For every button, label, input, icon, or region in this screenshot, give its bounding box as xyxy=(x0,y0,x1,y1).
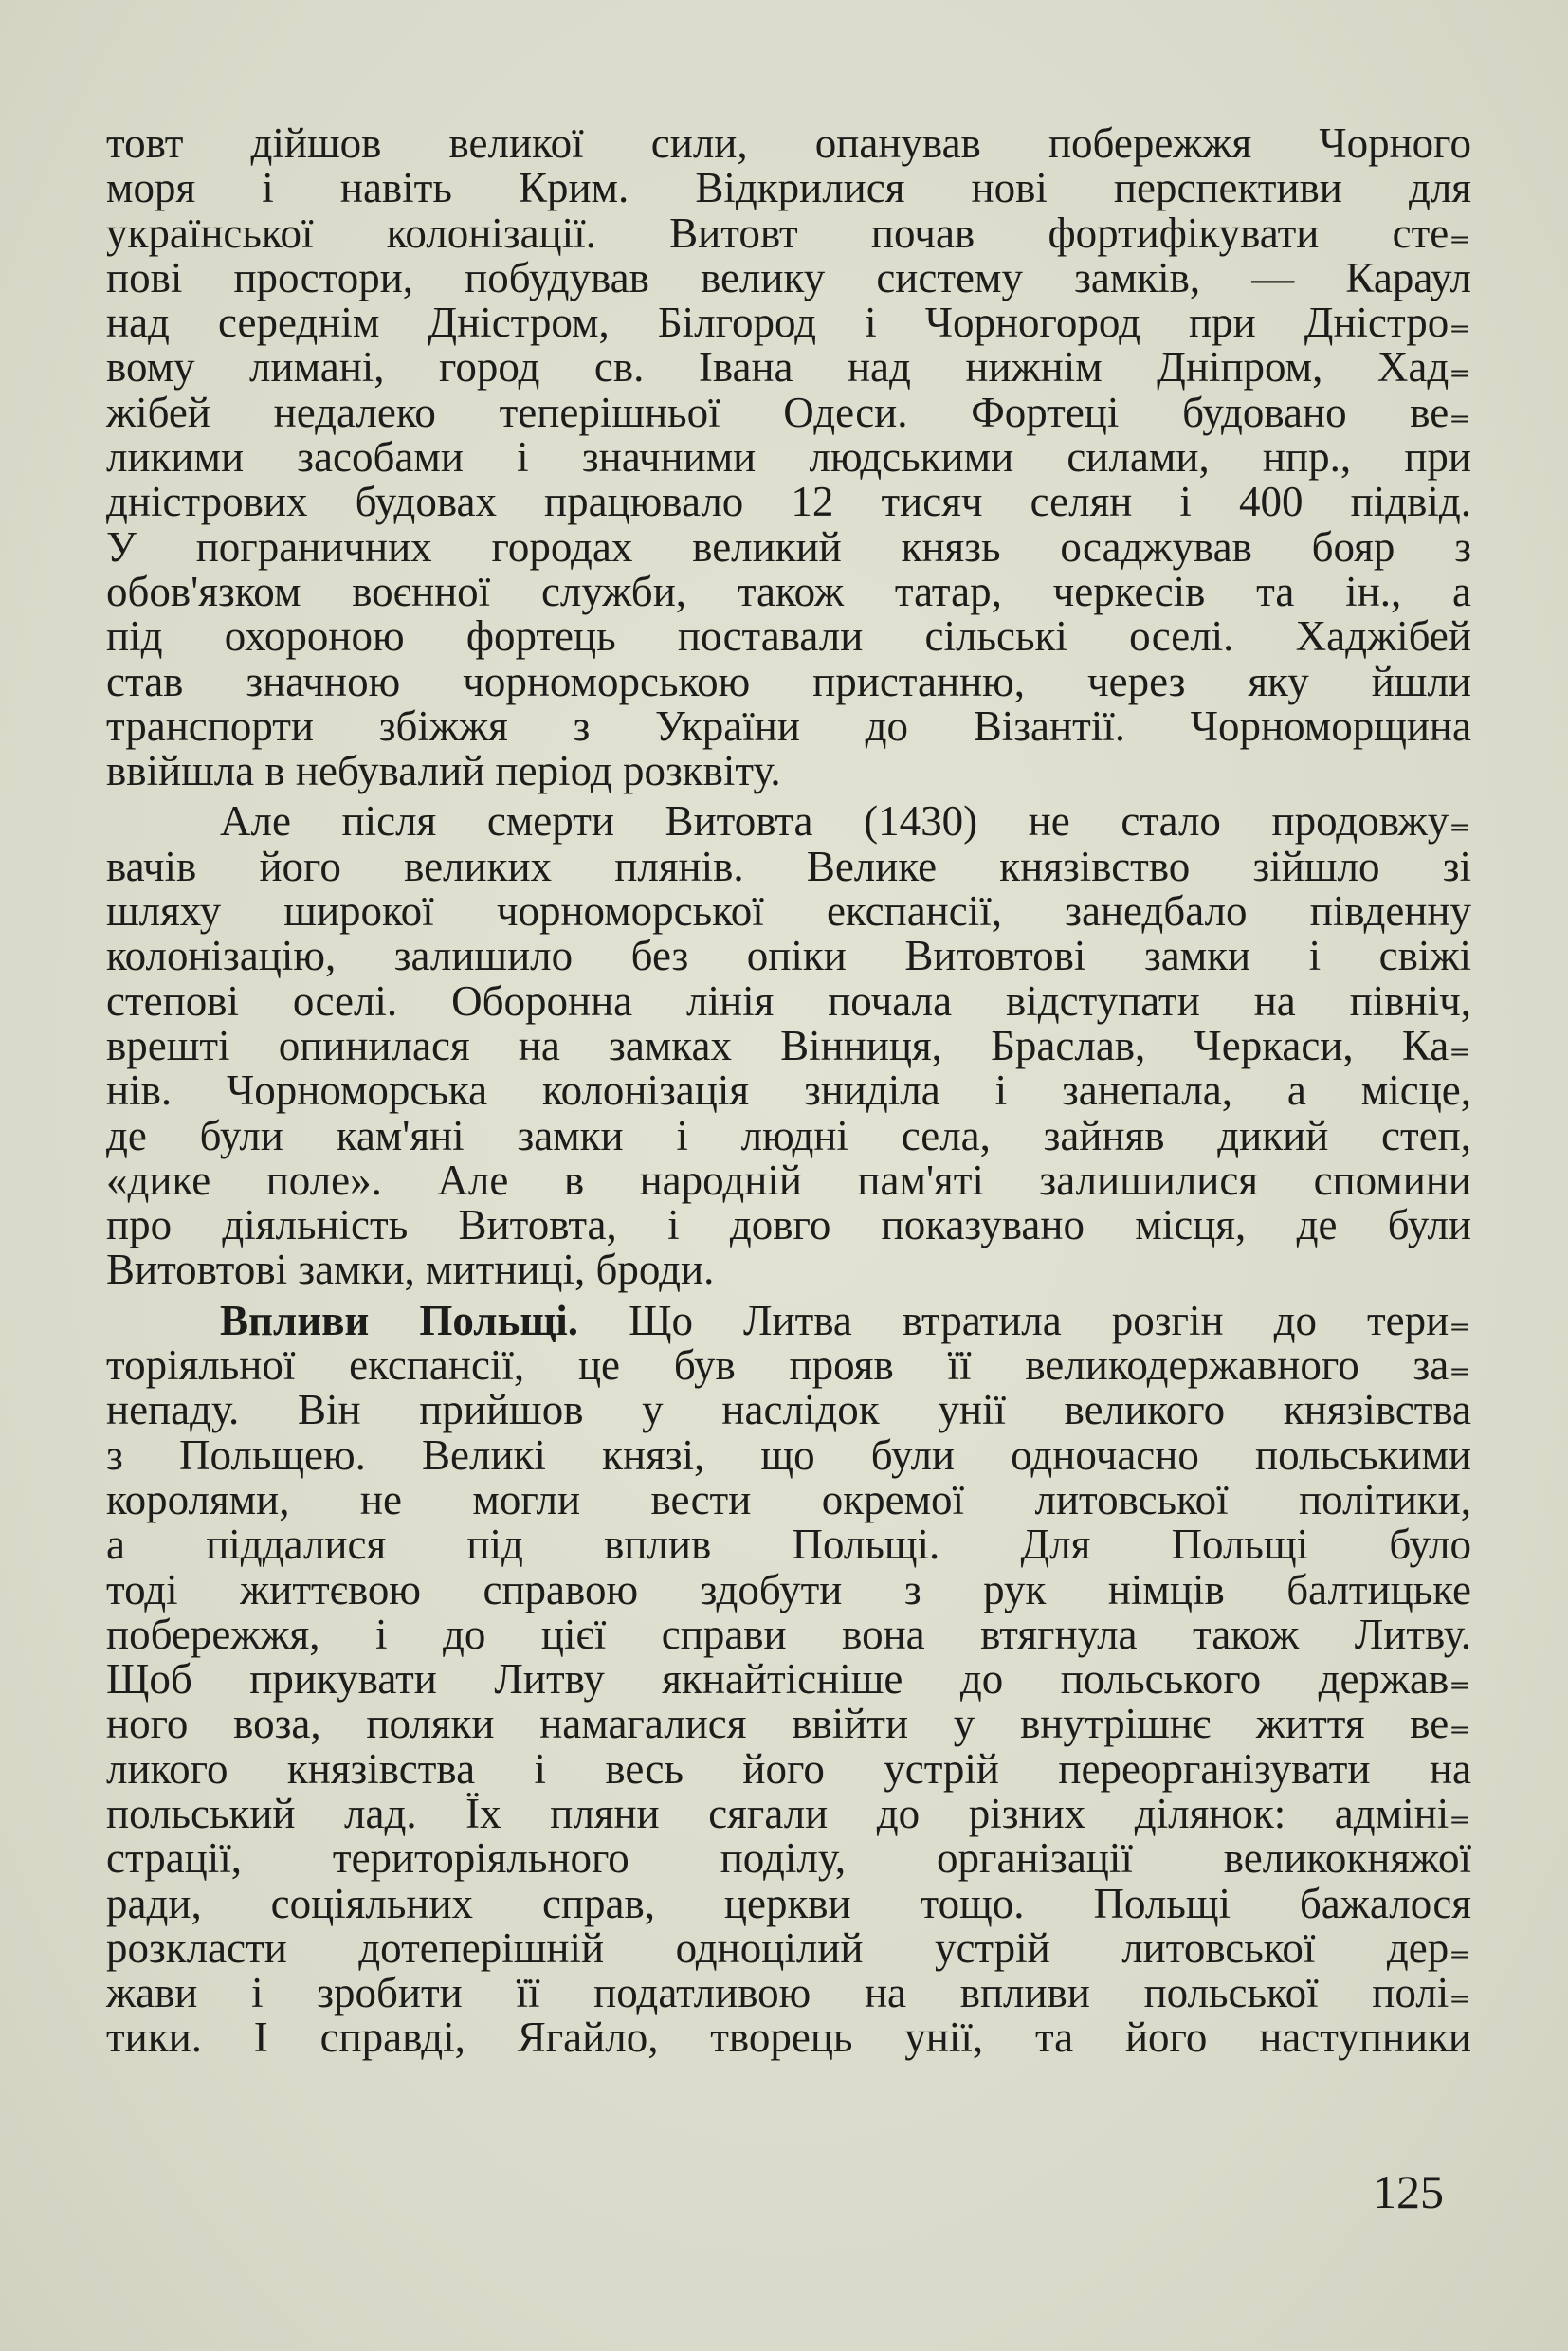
text-line: про діяльність Витовта, і довго показувано місця, де були xyxy=(106,1201,1471,1249)
paragraph-2 xyxy=(106,799,1471,1292)
text-line: Щоб прикувати Литву якнайтісніше до польського держав₌ xyxy=(106,1655,1471,1704)
text-line: польський лад. Їх пляни сягали до різних ділянок: адміні₌ xyxy=(106,1789,1471,1837)
text-line: пові простори, побудував велику систему замків, — Караул xyxy=(106,253,1471,301)
text-line: торіяльної експансії, це був пpояв її великодержавного за₌ xyxy=(106,1341,1471,1390)
text-line: шляху широкої чорноморської експансії, занедбало південну xyxy=(106,887,1471,936)
text-line: страції, територіяльного поділу, організації великокняжої xyxy=(106,1834,1471,1883)
text-line: з Польщею. Великі князі, що були одночасно польськими xyxy=(106,1431,1471,1479)
text-line: колонізацію, залишило без опіки Витовтові замки і свіжі xyxy=(106,932,1471,980)
page-number: 125 xyxy=(1373,2165,1444,2218)
text-line: вачів його великих плянів. Велике князівство зійшло зі xyxy=(106,842,1471,890)
text-line: ного воза, поляки намагалися ввійти у внутрішнє життя ве₌ xyxy=(106,1700,1471,1748)
text-line: непаду. Він прийшов у наслідок унії великого князівства xyxy=(106,1386,1471,1434)
text-line: розкласти дотеперішній одноцілий устрій литовської дер₌ xyxy=(106,1923,1471,1972)
text-line: транспорти збіжжя з України до Візантії. Чорноморщина xyxy=(106,702,1471,750)
text-line: став значною чорноморською пристанню, через яку йшли xyxy=(106,657,1471,705)
text-line xyxy=(106,1296,1471,1344)
text-line: дністрових будовах працювало 12 тисяч селян і 400 підвід. xyxy=(106,478,1471,526)
text-line: ликими засобами і значними людськими силами, нпр., при xyxy=(106,433,1471,482)
text-line: У пограничних городах великий князь осаджував бояр з xyxy=(106,522,1471,571)
text-line: жави і зробити її податливою на впливи польської полі₌ xyxy=(106,1969,1471,2017)
heading-line-text: Що Литва втратила розгін до тери₌ xyxy=(578,1296,1471,1344)
text-line: степові оселі. Оборонна лінія почала відступати на північ, xyxy=(106,976,1471,1025)
section-heading: Впливи Польщі. xyxy=(220,1296,579,1344)
text-line: над середнім Дністром, Білгород і Чорногород при Дністро₌ xyxy=(106,299,1471,347)
paragraph-1 xyxy=(106,121,1471,793)
text-line: моря і навіть Крим. Відкрилися нові перспективи для xyxy=(106,164,1471,212)
text-line: Але після смерти Витовта (1430) не стало продовжу₌ xyxy=(220,797,1471,846)
text-line: Витовтові замки, митниці, броди. xyxy=(106,1246,715,1294)
text-line: врешті опинилася на замках Вінниця, Браслав, Черкаси, Ка₌ xyxy=(106,1021,1471,1069)
text-line: тики. І справді, Ягайло, творець унії, та його наступники xyxy=(106,2014,1471,2062)
body-text xyxy=(106,121,1471,2061)
text-line: а піддалися під вплив Польщі. Для Польщі було xyxy=(106,1521,1471,1569)
text-line: ради, соціяльних справ, церкви тощо. Польщі бажалося xyxy=(106,1879,1471,1927)
text-line: королями, не могли вести окремої литовської політики, xyxy=(106,1475,1471,1523)
text-line: обов'язком воєнної служби, також татар, черкесів та ін., а xyxy=(106,567,1471,615)
text-line: жібей недалеко теперішньої Одеси. Фортеці будовано ве₌ xyxy=(106,388,1471,436)
text-line: ликого князівства і весь його устрій переорганізувати на xyxy=(106,1744,1471,1793)
text-line: де були кам'яні замки і людні села, зайняв дикий степ, xyxy=(106,1111,1471,1159)
text-line: «дике поле». Але в народній пам'яті залишилися спомини xyxy=(106,1156,1471,1204)
text-line: нів. Чорноморська колонізація знидiла і занепала, а місце, xyxy=(106,1066,1471,1115)
text-line: української колонізації. Витовт почав фортифікувати сте₌ xyxy=(106,209,1471,257)
text-line: тоді життєвою справою здобути з рук німців балтицьке xyxy=(106,1565,1471,1613)
text-line: вому лимані, город св. Івана над нижнім Дніпром, Хад₌ xyxy=(106,343,1471,392)
text-line: побережжя, і до цієї справи вона втягнула також Литву. xyxy=(106,1610,1471,1658)
text-line: під охороною фортець поставали сільські оселі. Хаджібей xyxy=(106,612,1471,661)
paragraph-3 xyxy=(106,1296,1471,2062)
text-line: товт дійшов великої сили, опанував побережжя Чорного xyxy=(106,119,1471,167)
text-line: ввійшла в небувалий період розквіту. xyxy=(106,747,781,795)
